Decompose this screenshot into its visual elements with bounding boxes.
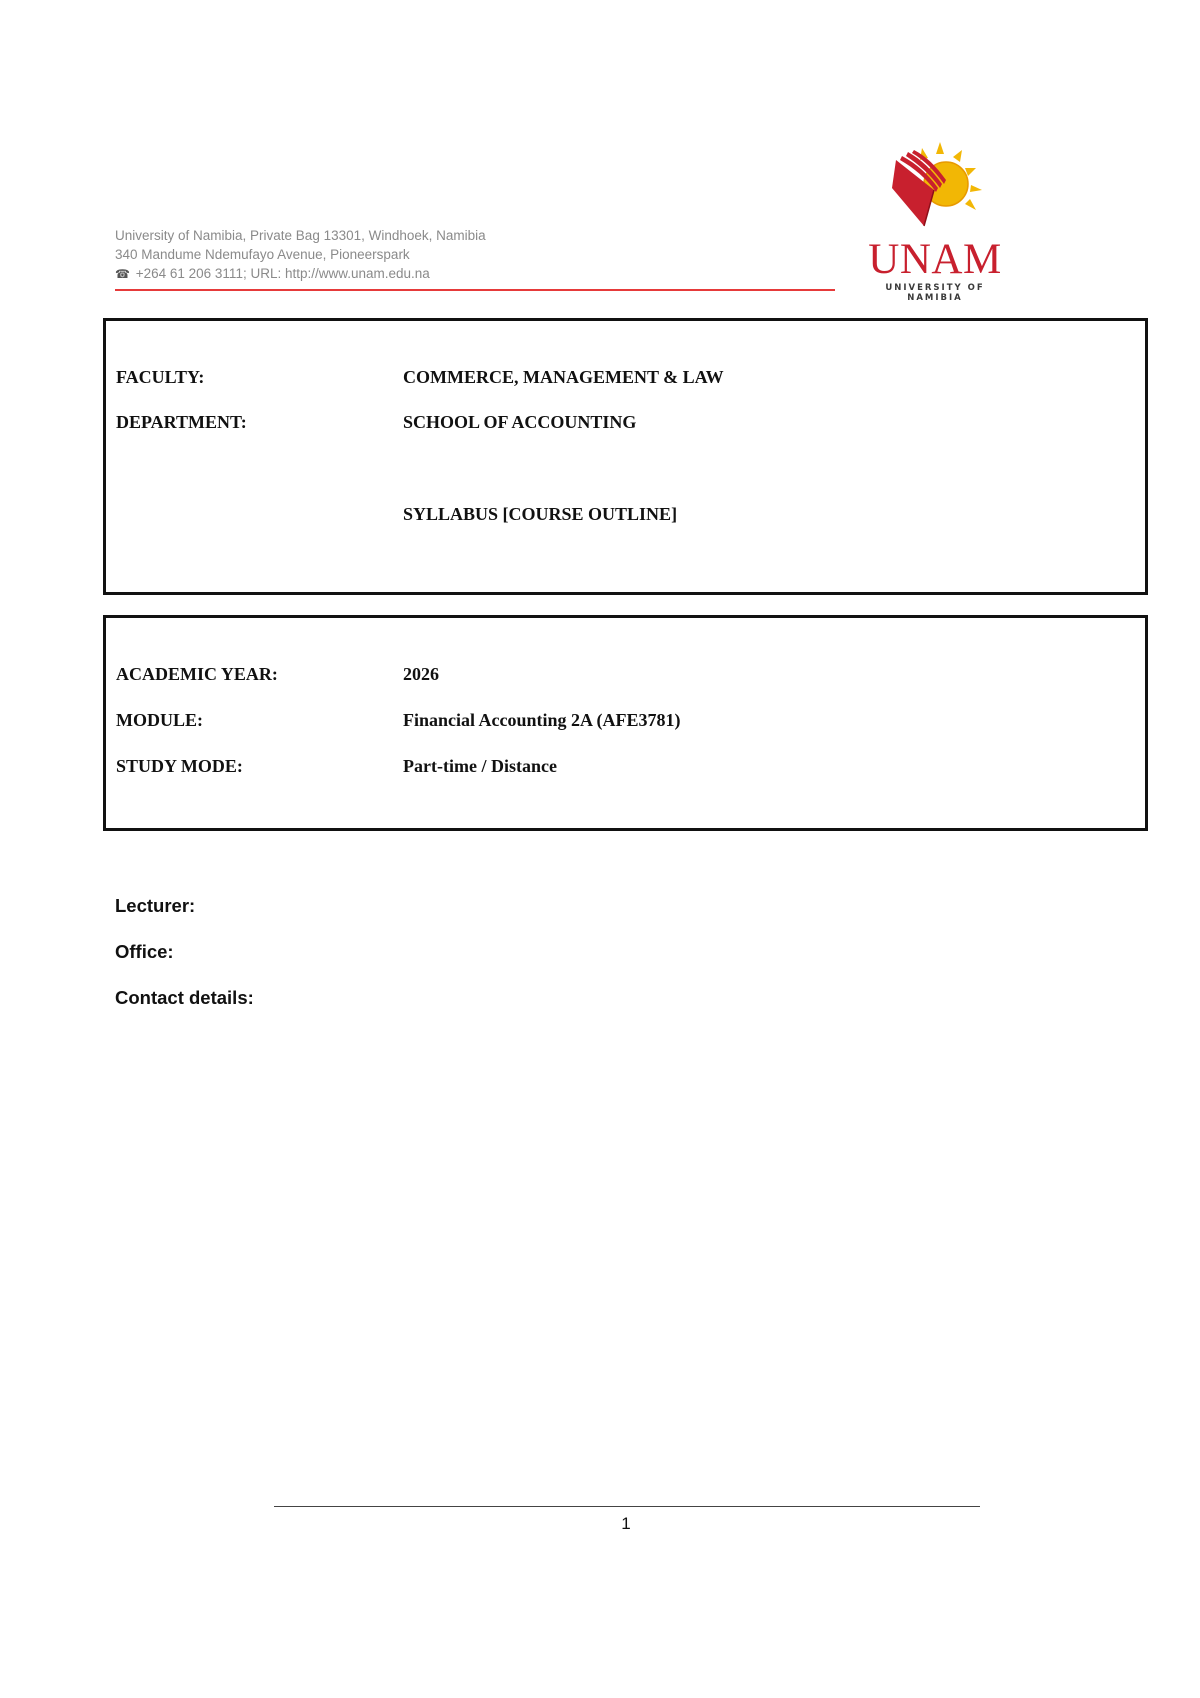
academic-year-value: 2026 <box>403 664 439 684</box>
contact-line-text: +264 61 206 3111; URL: http://www.unam.edu.na <box>135 266 430 281</box>
letterhead-divider <box>115 289 835 291</box>
contact-line <box>115 264 835 284</box>
module-value: Financial Accounting 2A (AFE3781) <box>403 710 681 730</box>
module-label: MODULE: <box>116 710 203 730</box>
page-number: 1 <box>621 1514 631 1533</box>
address-line-1: University of Namibia, Private Bag 13301, Windhoek, Namibia <box>115 228 486 243</box>
faculty-department-box <box>103 318 1148 595</box>
letterhead-address <box>115 226 835 284</box>
logo-wordmark: UNAM <box>868 236 1002 283</box>
lecturer-info <box>115 895 254 1033</box>
module-info-box <box>103 615 1148 831</box>
academic-year-label: ACADEMIC YEAR: <box>116 664 278 684</box>
contact-details-label: Contact details: <box>115 987 254 1008</box>
study-mode-label: STUDY MODE: <box>116 756 243 776</box>
document-title: SYLLABUS [COURSE OUTLINE] <box>403 504 678 524</box>
department-value: SCHOOL OF ACCOUNTING <box>403 412 637 432</box>
faculty-label: FACULTY: <box>116 367 205 387</box>
book-sun-logo-icon <box>862 140 1008 240</box>
lecturer-label: Lecturer: <box>115 895 196 916</box>
telephone-icon: ☎ <box>115 267 130 281</box>
logo-subtitle: UNIVERSITY OF NAMIBIA <box>885 283 985 303</box>
faculty-value: COMMERCE, MANAGEMENT & LAW <box>403 367 724 387</box>
footer-divider <box>274 1506 980 1507</box>
department-label: DEPARTMENT: <box>116 412 247 432</box>
office-label: Office: <box>115 941 174 962</box>
study-mode-value: Part-time / Distance <box>403 756 557 776</box>
address-line-2: 340 Mandume Ndemufayo Avenue, Pioneerspark <box>115 247 410 262</box>
unam-logo <box>862 140 1012 303</box>
